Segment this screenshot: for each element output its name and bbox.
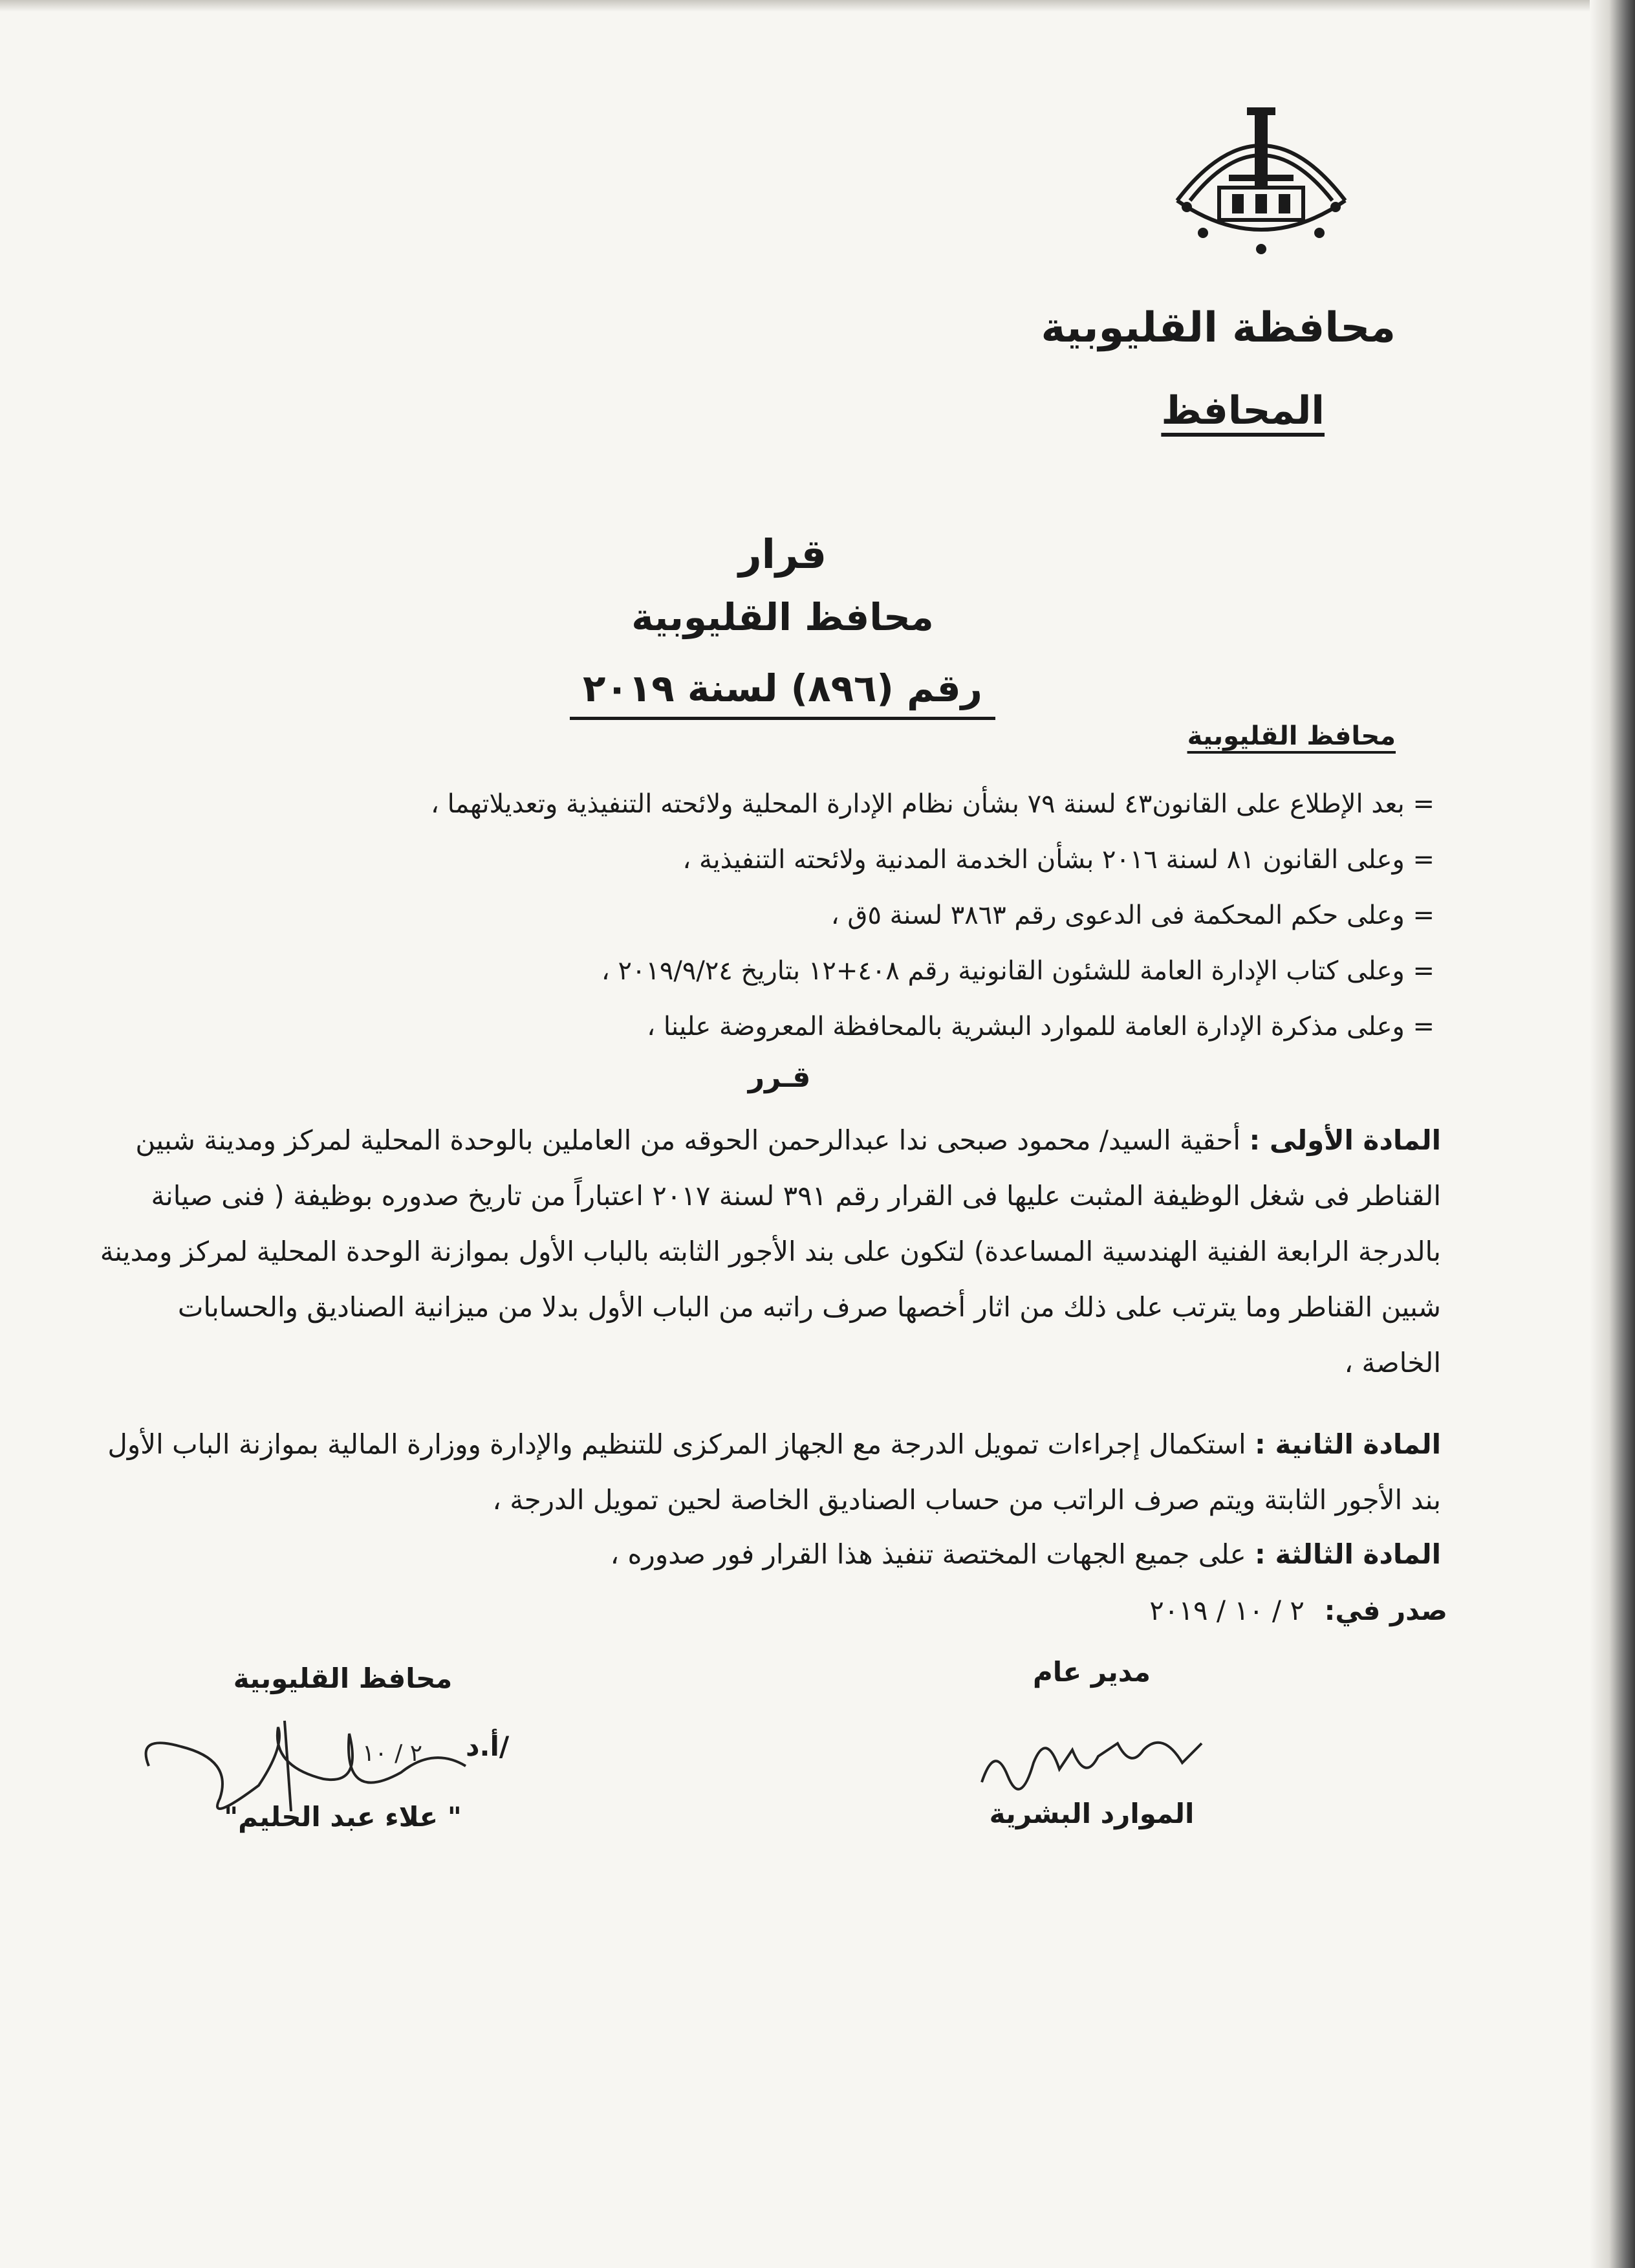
article-text: استكمال إجراءات تمويل الدرجة مع الجهاز المركزى للتنظيم والإدارة ووزارة المالية بموازنة الباب الأول بند الأجور الثابتة ويتم صرف الراتب من حساب الصناديق الخاصة لحين تمويل الدرجة ، <box>107 1428 1441 1516</box>
recitals-list <box>173 776 1435 1054</box>
hr-title-line2: الموارد البشرية <box>989 1798 1195 1829</box>
recital-item: = وعلى القانون ٨١ لسنة ٢٠١٦ بشأن الخدمة المدنية ولائحته التنفيذية ، <box>682 845 1435 875</box>
article-first <box>96 1113 1441 1391</box>
governor-signature-title: محافظ القليوبية <box>233 1663 453 1694</box>
issue-date-value: ٢ / ١٠ / ٢٠١٩ <box>1149 1595 1305 1626</box>
governor-academic-prefix: أ.د/ <box>466 1730 510 1762</box>
decision-number-text: رقم (٨٩٦) لسنة ٢٠١٩ <box>570 666 995 720</box>
article-label: المادة الثانية : <box>1255 1428 1441 1460</box>
qalyubia-governorate-emblem-icon <box>1164 97 1358 259</box>
recital-item: = وعلى حكم المحكمة فى الدعوى رقم ٣٨٦٣ لسنة ٥ق ، <box>830 900 1435 930</box>
decided-heading: قـرر <box>748 1061 811 1094</box>
recital-item: = بعد الإطلاع على القانون٤٣ لسنة ٧٩ بشأن نظام الإدارة المحلية ولائحته التنفيذية وتعديلاتهما ، <box>431 789 1435 819</box>
issue-date-line <box>1149 1595 1447 1626</box>
recital-item: = وعلى مذكرة الإدارة العامة للموارد البشرية بالمحافظة المعروضة علينا ، <box>647 1012 1435 1041</box>
office-title: المحافظ <box>1161 388 1325 433</box>
hr-handwritten-signature <box>969 1705 1215 1808</box>
governor-handwritten-date: ٢ / ١٠ <box>362 1740 423 1767</box>
preamble-title: محافظ القليوبية <box>1187 721 1396 751</box>
governorate-name: محافظة القليوبية <box>1041 304 1396 352</box>
scan-right-edge <box>1590 0 1635 2268</box>
hr-title-line1: مدير عام <box>1032 1656 1151 1688</box>
article-third <box>96 1527 1441 1582</box>
article-text: على جميع الجهات المختصة تنفيذ هذا القرار فور صدوره ، <box>610 1538 1246 1570</box>
article-label: المادة الثالثة : <box>1255 1538 1441 1570</box>
decision-number <box>492 666 1074 710</box>
issue-date-label: صدر في: <box>1324 1595 1447 1626</box>
governor-handwritten-signature <box>129 1708 492 1831</box>
article-label: المادة الأولى : <box>1249 1124 1441 1156</box>
article-text: أحقية السيد/ محمود صبحى ندا عبدالرحمن الحوقه من العاملين بالوحدة المحلية لمركز ومدينة شبين القناطر فى شغل الوظيفة المثبت عليها فى القرار رقم ٣٩١ لسنة ٢٠١٧ اعتباراً من تاريخ صدوره بوظيفة ( فنى صيانة بالدرجة الرابعة الفنية الهندسية المساعدة) لتكون على بند الأجور الثابته بالباب الأول بموازنة الوحدة المحلية لمركز ومدينة شبين القناطر وما يترتب على ذلك من اثار أخصها صرف راتبه من الباب الأول بدلا من ميزانية الصناديق والحسابات الخاصة ، <box>100 1124 1441 1379</box>
decision-word: قرار <box>738 530 827 578</box>
article-second <box>96 1417 1441 1528</box>
scan-top-edge <box>0 0 1635 12</box>
governor-name: " علاء عبد الحليم" <box>224 1801 462 1833</box>
recital-item: = وعلى كتاب الإدارة العامة للشئون القانونية رقم ٤٠٨+١٢ بتاريخ ٢٠١٩/٩/٢٤ ، <box>601 956 1435 986</box>
decision-issuer: محافظ القليوبية <box>631 595 934 639</box>
